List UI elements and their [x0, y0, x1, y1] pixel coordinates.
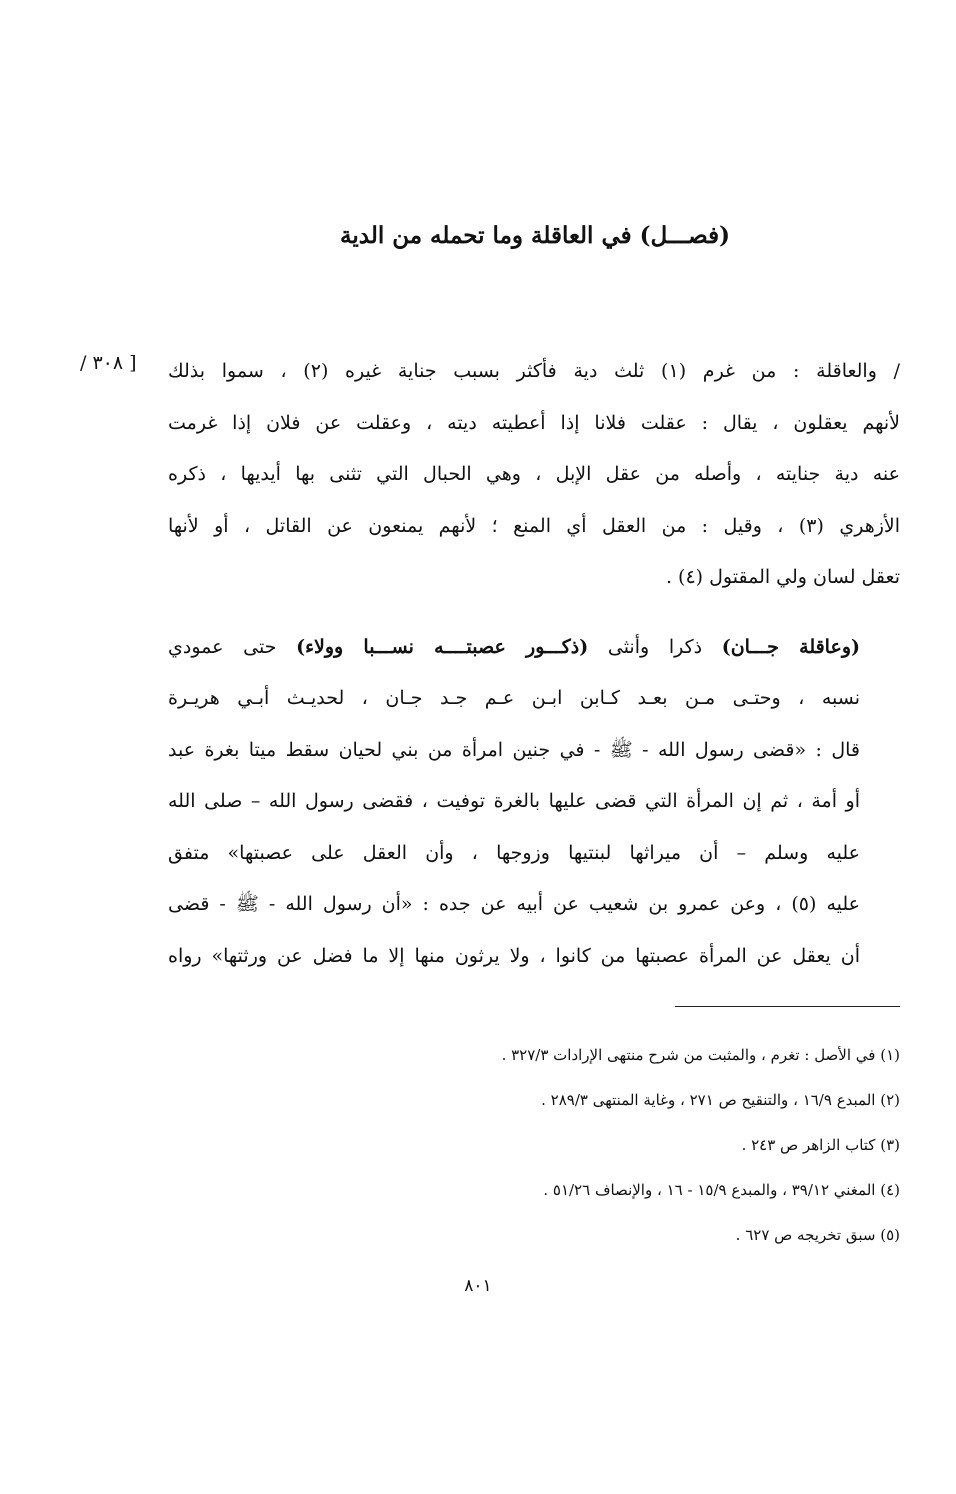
footnote: (٣) كتاب الزاهر ص ٢٤٣ .: [741, 1136, 900, 1154]
text-line: الأزهري (٣) ، وقيل : من العقل أي المنع ؛ لأنهم يمنعون عن القاتل ، أو لأنها: [168, 514, 900, 537]
text-line: لأنهم يعقلون ، يقال : عقلت فلانا إذا أعطيته ديته ، وعقلت عن فلان إذا غرمت: [168, 411, 900, 434]
footnotes: [300, 1033, 900, 1258]
text-line: [168, 622, 900, 674]
text-line: عليه وسلم – أن ميراثها لبنتيها وزوجها ، وأن العقل على عصبتها» متفق: [168, 841, 860, 864]
bold-term: (وعاقلة جـــان): [721, 635, 860, 658]
bold-term: (ذكـــور عصبتــــه نســـبا وولاء): [296, 635, 589, 658]
text-line: أن يعقل عن المرأة عصبتها من كانوا ، ولا يرثون منها إلا ما فضل عن ورثتها» رواه: [168, 944, 860, 967]
text-line: عنه دية جنايته ، وأصله من عقل الإبل ، وهي الحبال التي تثنى بها أيديها ، ذكره: [168, 463, 900, 485]
text-run: ذكرا وأنثى: [588, 635, 722, 658]
text-line: أو أمة ، ثم إن المرأة التي قضى عليها بالغرة توفيت ، فقضى رسول الله – صلى الله: [168, 790, 860, 812]
section-heading: (فصـــل) في العاقلة وما تحمله من الدية: [340, 222, 730, 249]
text-line: نسبه ، وحتـى مـن بعـد كـابن ابـن عـم جـد جـان ، لحديـث أبـي هريـرة: [168, 687, 860, 709]
footnote-divider: [675, 1006, 900, 1007]
main-text: [168, 346, 900, 982]
page-number: ٨٠١: [464, 1276, 492, 1296]
footnote: (٥) سبق تخريجه ص ٦٢٧ .: [735, 1226, 900, 1244]
footnote: (٢) المبدع ١٦/٩ ، والتنقيح ص ٢٧١ ، وغاية المنتهى ٢٨٩/٣ .: [541, 1091, 900, 1109]
text-line: / والعاقلة : من غرم (١) ثلث دية فأكثر بسبب جناية غيره (٢) ، سموا بذلك: [168, 360, 900, 382]
footnote: (٤) المغني ٣٩/١٢ ، والمبدع ١٥/٩ - ١٦ ، والإنصاف ٥١/٢٦ .: [543, 1181, 900, 1199]
text-line: تعقل لسان ولي المقتول (٤) .: [665, 566, 900, 588]
margin-page-reference: [ ٣٠٨ /: [80, 352, 137, 374]
footnote: (١) في الأصل : تغرم ، والمثبت من شرح منتهى الإرادات ٣٢٧/٣ .: [501, 1046, 900, 1064]
text-run: حتى عمودي: [168, 635, 297, 658]
text-line: عليه (٥) ، وعن عمرو بن شعيب عن أبيه عن جده : «أن رسول الله - ﷺ - قضى: [168, 893, 860, 915]
paragraph-2: [168, 622, 900, 983]
text-line: قال : «قضى رسول الله - ﷺ - في جنين امرأة من بني لحيان سقط ميتا بغرة عبد: [168, 738, 860, 761]
paragraph-1: [168, 346, 900, 604]
